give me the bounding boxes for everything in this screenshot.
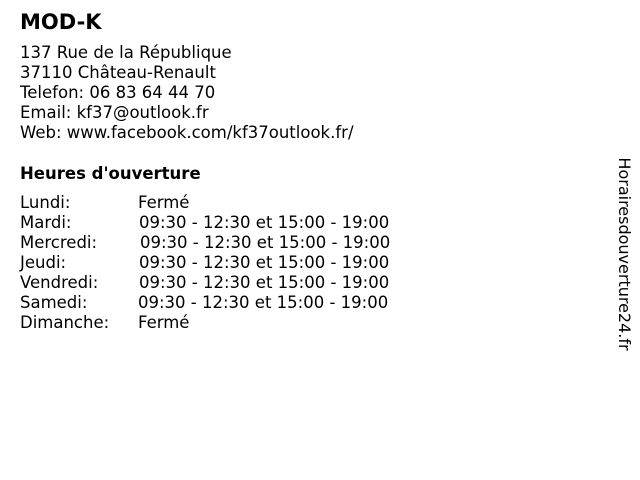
email-text: Email: kf37@outlook.fr [20, 103, 209, 122]
day-label: Mardi: [20, 213, 72, 232]
day-label: Samedi: [20, 293, 88, 312]
phone-text: Telefon: 06 83 64 44 70 [20, 83, 216, 102]
hours-value: 09:30 - 12:30 et 15:00 - 19:00 [140, 233, 391, 252]
hours-value: Fermé [138, 193, 190, 212]
web-text: Web: www.facebook.com/kf37outlook.fr/ [20, 123, 354, 142]
business-name: MOD-K [20, 10, 102, 34]
site-watermark: Horairesdouverture24.fr [615, 157, 634, 351]
address-city: 37110 Château-Renault [20, 63, 216, 82]
hours-heading: Heures d'ouverture [20, 164, 201, 183]
hours-value: 09:30 - 12:30 et 15:00 - 19:00 [139, 213, 390, 232]
day-label: Mercredi: [20, 233, 98, 252]
contact-block [20, 43, 354, 143]
day-label: Lundi: [20, 193, 71, 212]
day-label: Vendredi: [20, 273, 99, 292]
address-street: 137 Rue de la République [20, 43, 232, 62]
hours-value: 09:30 - 12:30 et 15:00 - 19:00 [139, 253, 390, 272]
hours-value: Fermé [138, 313, 190, 332]
day-label: Dimanche: [20, 313, 110, 332]
hours-value: 09:30 - 12:30 et 15:00 - 19:00 [138, 293, 389, 312]
hours-value: 09:30 - 12:30 et 15:00 - 19:00 [139, 273, 390, 292]
day-label: Jeudi: [20, 253, 67, 272]
